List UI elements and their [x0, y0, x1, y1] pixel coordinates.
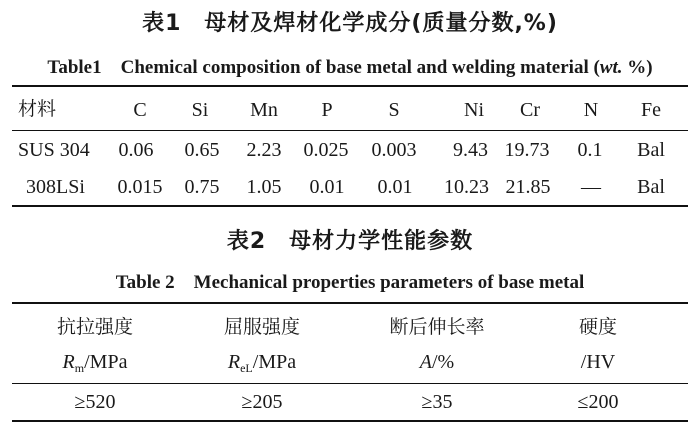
table2-header-yield: 屈服强度	[223, 316, 301, 338]
table1-cell-p: 0.025	[303, 139, 349, 161]
table1-bottom-rule	[12, 205, 688, 207]
table1-header-n: N	[583, 99, 599, 121]
table2-value-yield: ≥205	[241, 391, 283, 413]
table1-header-mn: Mn	[250, 99, 278, 121]
table1-header-material: 材料	[18, 98, 57, 120]
table2-unit-elongation	[420, 350, 454, 374]
table2-value-elongation: ≥35	[421, 391, 453, 413]
table1-header-p: P	[321, 99, 333, 121]
table2-value-hardness: ≤200	[577, 391, 619, 413]
table1-top-rule	[12, 85, 688, 87]
table1-cell-ni: 9.43	[453, 139, 488, 161]
table1-cell-material: 308LSi	[26, 176, 85, 198]
table2-caption-cn: 表2 母材力学性能参数	[226, 229, 474, 254]
table2-unit-hardness	[581, 350, 615, 374]
table1-header-rule	[12, 130, 688, 131]
table1-cell-cr: 19.73	[504, 139, 550, 161]
table1-header-cr: Cr	[520, 99, 540, 121]
table1-cell-mn: 2.23	[246, 139, 282, 161]
table1-cell-s: 0.003	[371, 139, 417, 161]
table2-unit-tensile	[63, 350, 128, 380]
table2-top-rule	[12, 302, 688, 304]
unit-label: /HV	[580, 351, 616, 373]
table1-cell-fe: Bal	[637, 176, 665, 198]
table2-header-hardness: 硬度	[578, 316, 618, 338]
table1-cell-fe: Bal	[637, 139, 665, 161]
table2-header-elongation: 断后伸长率	[389, 316, 485, 338]
unit-symbol: R	[227, 351, 241, 373]
unit-symbol: R	[62, 351, 75, 373]
table1-cell-cr: 21.85	[505, 176, 551, 198]
table1-header-si: Si	[191, 99, 209, 121]
table2-unit-yield	[228, 350, 296, 380]
table2-caption-en: Table 2 Mechanical properties parameters of base metal	[115, 272, 585, 293]
table1-caption-en-italic: wt.	[599, 57, 623, 78]
table1-header-s: S	[388, 99, 400, 121]
table1-caption-en	[0, 52, 700, 79]
table1-cell-mn: 1.05	[246, 176, 282, 198]
table1-caption-en-suffix: %)	[622, 57, 653, 78]
table1-header-ni: Ni	[464, 99, 484, 121]
table1-cell-n: —	[581, 176, 601, 198]
unit-subscript: eL	[240, 361, 253, 375]
table1-header-c: C	[133, 99, 147, 121]
table1-caption-cn: 表1 母材及焊材化学成分(质量分数,%)	[142, 11, 558, 36]
table1-cell-si: 0.75	[184, 176, 220, 198]
table1-cell-p: 0.01	[309, 176, 345, 198]
table2-bottom-rule	[12, 420, 688, 422]
unit-symbol: A	[419, 351, 432, 373]
unit-label: /%	[432, 351, 455, 373]
unit-label: /MPa	[252, 351, 297, 373]
table1-cell-material: SUS 304	[18, 139, 90, 161]
table2-header-tensile: 抗拉强度	[56, 316, 134, 338]
table2-header-rule	[12, 383, 688, 384]
table1-cell-c: 0.06	[118, 139, 154, 161]
table1-cell-ni: 10.23	[444, 176, 489, 198]
table1-cell-c: 0.015	[117, 176, 163, 198]
table1-caption-en-prefix: Table1 Chemical composition of base metal and welding material (	[47, 57, 600, 78]
unit-subscript: m	[74, 361, 85, 375]
table1-cell-n: 0.1	[577, 139, 603, 161]
table1-cell-s: 0.01	[377, 176, 413, 198]
table1-cell-si: 0.65	[184, 139, 220, 161]
unit-label: /MPa	[84, 351, 128, 373]
table1-header-fe: Fe	[641, 99, 661, 121]
table2-value-tensile: ≥520	[74, 391, 116, 413]
